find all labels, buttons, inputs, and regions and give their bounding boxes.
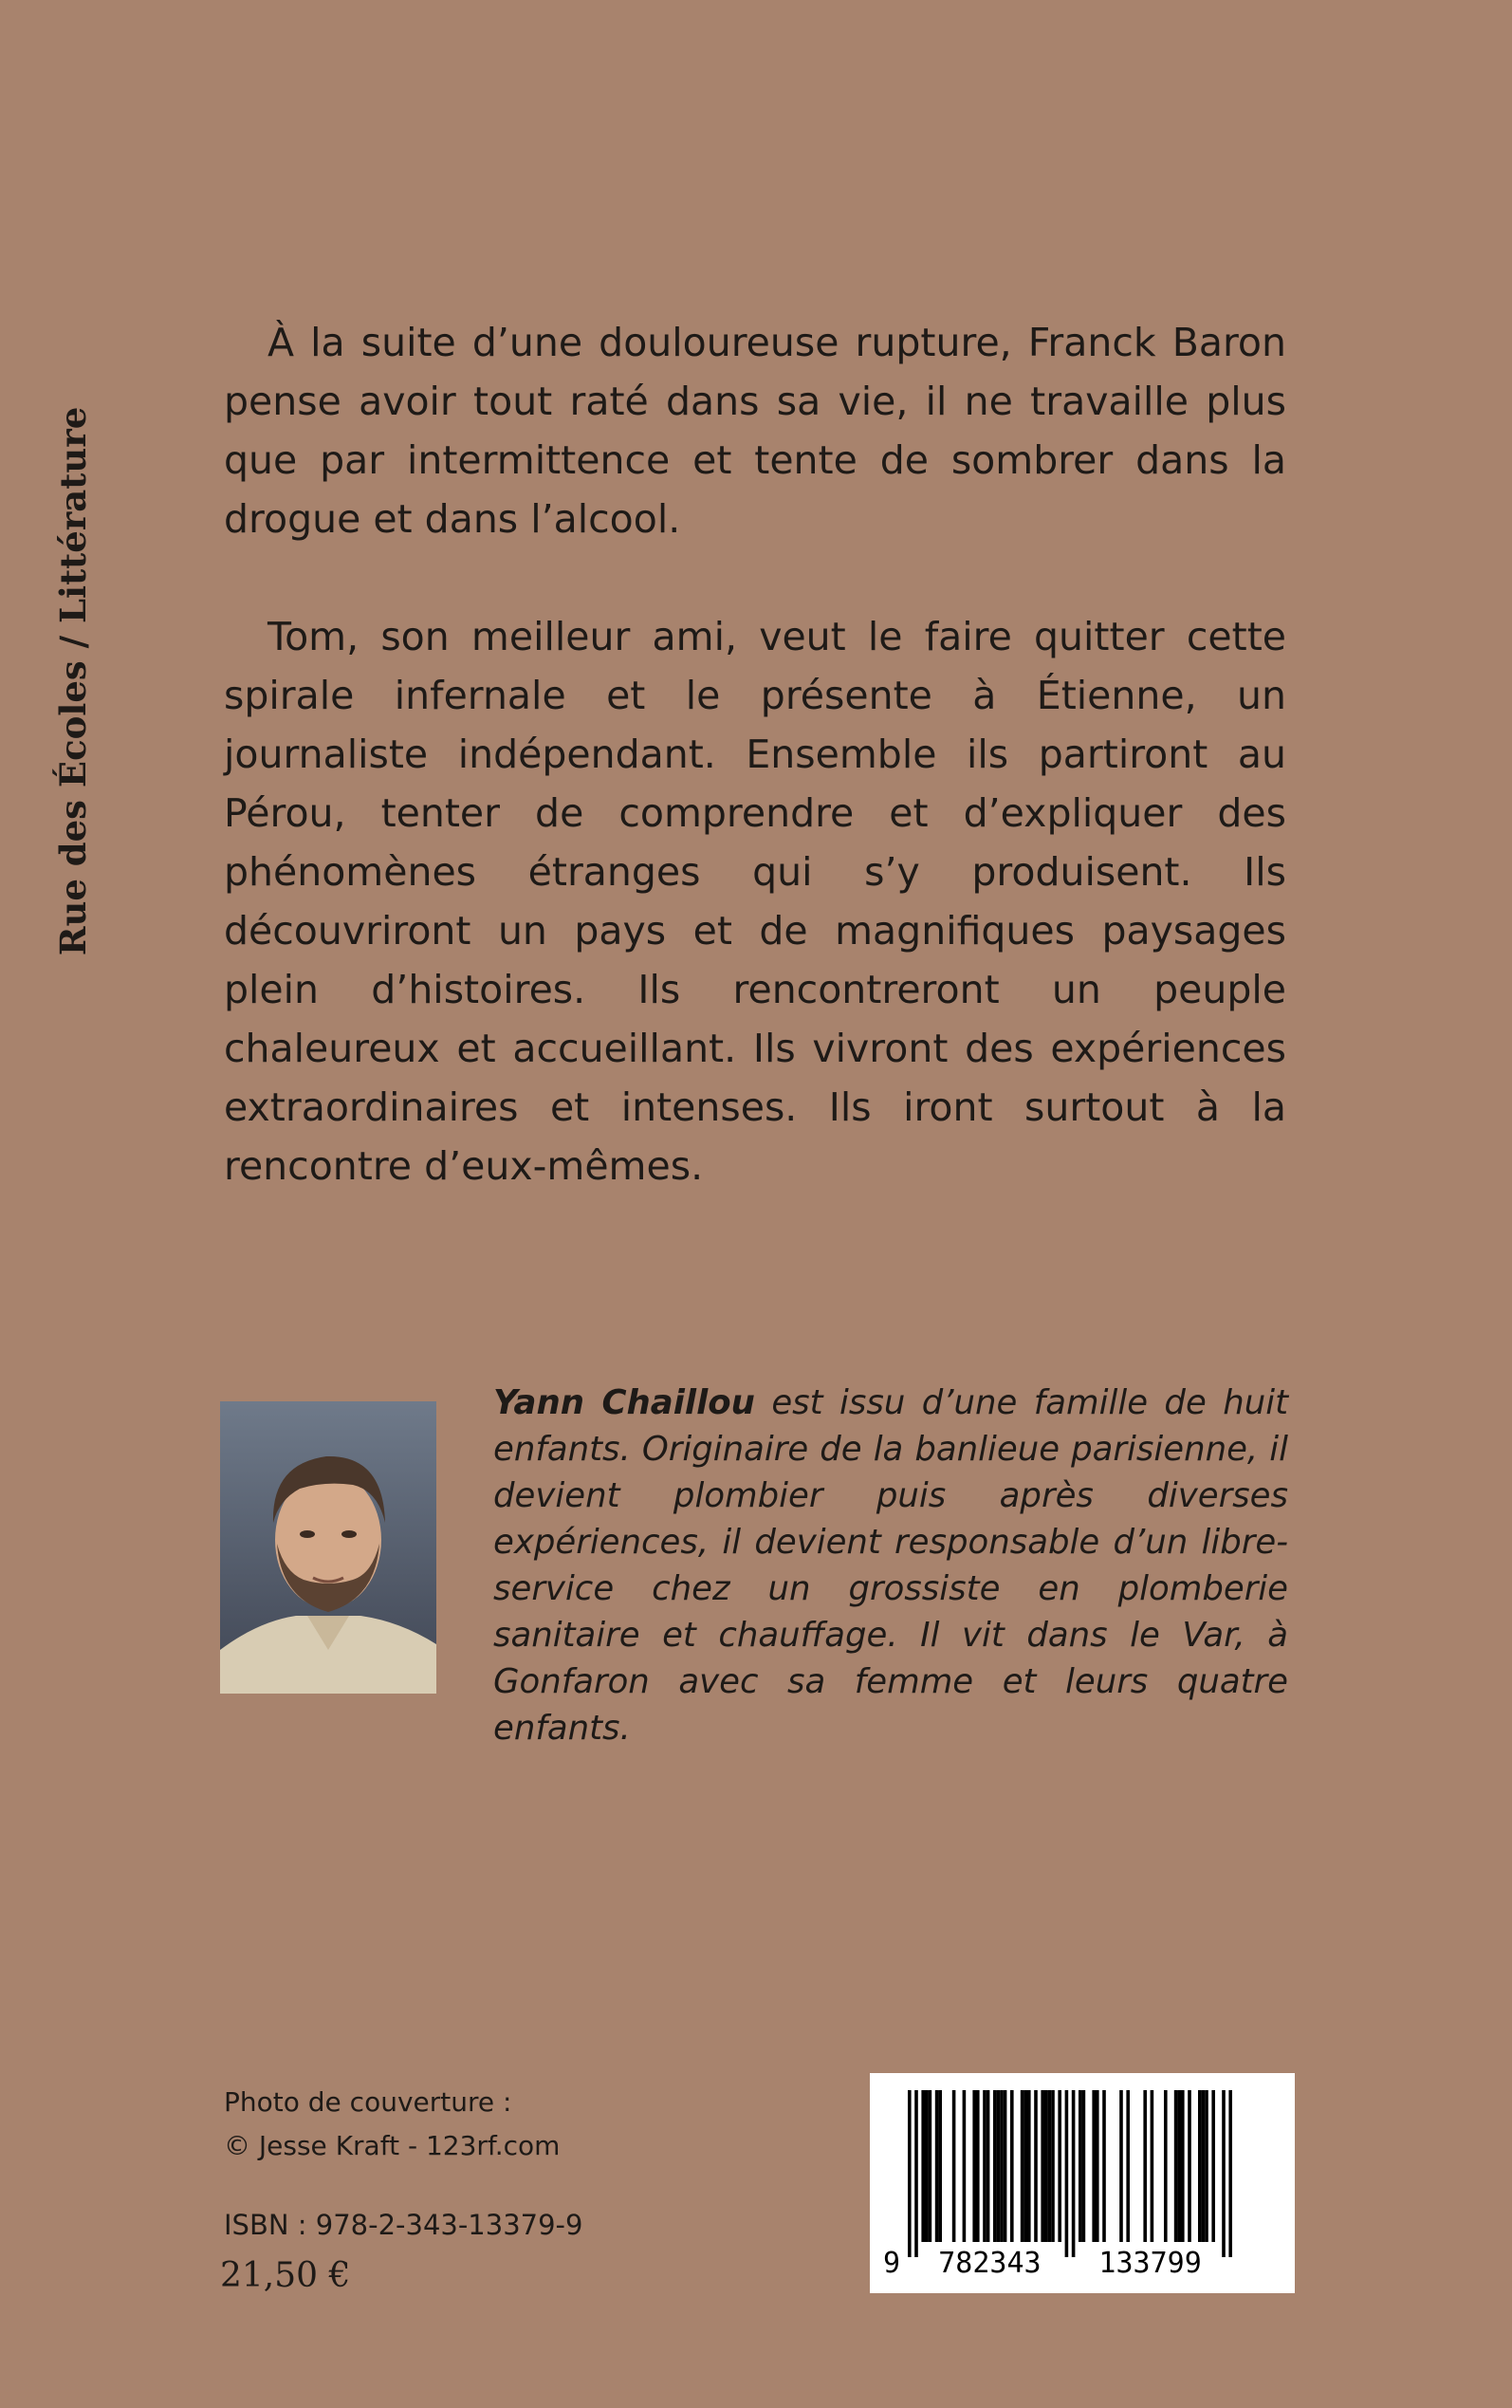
barcode-bar bbox=[921, 2090, 925, 2242]
barcode-bar bbox=[1051, 2090, 1055, 2242]
synopsis bbox=[224, 313, 1286, 1254]
barcode-bar bbox=[1143, 2090, 1147, 2242]
barcode-bar bbox=[983, 2090, 986, 2242]
barcode-bar bbox=[1041, 2090, 1044, 2242]
credits-line-2: © Jesse Kraft - 123rf.com bbox=[224, 2130, 561, 2161]
barcode-bar bbox=[1151, 2090, 1154, 2242]
barcode-bar bbox=[986, 2090, 990, 2242]
barcode-bar bbox=[914, 2090, 918, 2257]
barcode-bar bbox=[1027, 2090, 1031, 2242]
barcode-bar bbox=[1058, 2090, 1061, 2242]
barcode-bar bbox=[1079, 2090, 1082, 2242]
barcode-bar bbox=[1222, 2090, 1226, 2257]
barcode-bar bbox=[1023, 2090, 1027, 2242]
barcode-bar bbox=[1211, 2090, 1215, 2242]
barcode-bar bbox=[929, 2090, 932, 2242]
barcode-bar bbox=[1010, 2090, 1014, 2242]
barcode-bar bbox=[952, 2090, 956, 2242]
barcode-digit-lead: 9 bbox=[882, 2247, 900, 2280]
barcode-bar bbox=[1126, 2090, 1130, 2242]
synopsis-paragraph-2: Tom, son meilleur ami, veut le faire quitter cette spirale infernale et le présente à Étienne, un journaliste indépendant. Ensemble ils partiront au Pérou, tenter de comprendre et d’expliquer des phénomènes étranges qui s’y produisent. Ils découvriront un pays et de magnifiques paysages plein d’histoires. Ils rencontreront un peuple chaleureux et accueillant. Ils vivront des expériences extraordinaires et intenses. Ils iront surtout à la rencontre d’eux-mêmes. bbox=[224, 614, 1286, 1189]
barcode-bar bbox=[1188, 2090, 1191, 2242]
barcode-bar bbox=[1177, 2090, 1181, 2242]
barcode-bar bbox=[993, 2090, 997, 2242]
barcode bbox=[870, 2073, 1295, 2293]
author-photo bbox=[220, 1401, 436, 1694]
barcode-graphic bbox=[870, 2073, 1295, 2293]
barcode-bar bbox=[925, 2090, 929, 2242]
barcode-bar bbox=[1228, 2090, 1232, 2257]
barcode-bar bbox=[972, 2090, 976, 2242]
spine-title: Rue des Écoles / Littérature bbox=[52, 406, 94, 956]
barcode-bar bbox=[1102, 2090, 1106, 2242]
barcode-bar bbox=[1202, 2090, 1206, 2242]
barcode-bar bbox=[1181, 2090, 1185, 2242]
barcode-bar bbox=[908, 2090, 912, 2257]
barcode-bar bbox=[1174, 2090, 1178, 2242]
barcode-bar bbox=[1096, 2090, 1099, 2242]
barcode-bar bbox=[1044, 2090, 1048, 2242]
barcode-bar bbox=[1198, 2090, 1202, 2242]
barcode-bar bbox=[935, 2090, 939, 2242]
author-name: Yann Chaillou bbox=[493, 1383, 755, 1422]
isbn: ISBN : 978-2-343-13379-9 bbox=[224, 2209, 583, 2241]
barcode-bar bbox=[1119, 2090, 1123, 2242]
barcode-bar bbox=[1164, 2090, 1168, 2242]
barcode-bar bbox=[1205, 2090, 1208, 2242]
barcode-bar bbox=[938, 2090, 942, 2242]
photo-credits bbox=[224, 2081, 560, 2168]
barcode-digits-right: 133799 bbox=[1098, 2247, 1202, 2280]
barcode-bar bbox=[1082, 2090, 1086, 2242]
synopsis-paragraph-1: À la suite d’une douloureuse rupture, Franck Baron pense avoir tout raté dans sa vie, il ne travaille plus que par intermittence et tente de sombrer dans la drogue et dans l’alcool. bbox=[224, 320, 1286, 542]
barcode-bar bbox=[1072, 2090, 1076, 2257]
barcode-bar bbox=[1048, 2090, 1052, 2242]
barcode-bar bbox=[963, 2090, 967, 2242]
barcode-bar bbox=[997, 2090, 1001, 2242]
barcode-bar bbox=[1021, 2090, 1024, 2242]
author-bio bbox=[493, 1380, 1288, 1751]
price: 21,50 € bbox=[220, 2256, 351, 2295]
barcode-bar bbox=[976, 2090, 980, 2242]
barcode-bar bbox=[1034, 2090, 1038, 2242]
barcode-digits-left: 782343 bbox=[938, 2247, 1042, 2280]
barcode-bar bbox=[1004, 2090, 1007, 2242]
barcode-bar bbox=[1000, 2090, 1004, 2242]
barcode-bar bbox=[1065, 2090, 1069, 2257]
barcode-bar bbox=[1092, 2090, 1096, 2242]
author-bio-text: est issu d’une famille de huit enfants. Originaire de la banlieue parisienne, il devient plombier puis après diverses expériences, il devient responsable d’un libre-service chez un grossiste en plomberie sanitaire et chauffage. Il vit dans le Var, à Gonfaron avec sa femme et leurs quatre enfants. bbox=[493, 1383, 1288, 1748]
credits-line-1: Photo de couverture : bbox=[224, 2086, 512, 2118]
